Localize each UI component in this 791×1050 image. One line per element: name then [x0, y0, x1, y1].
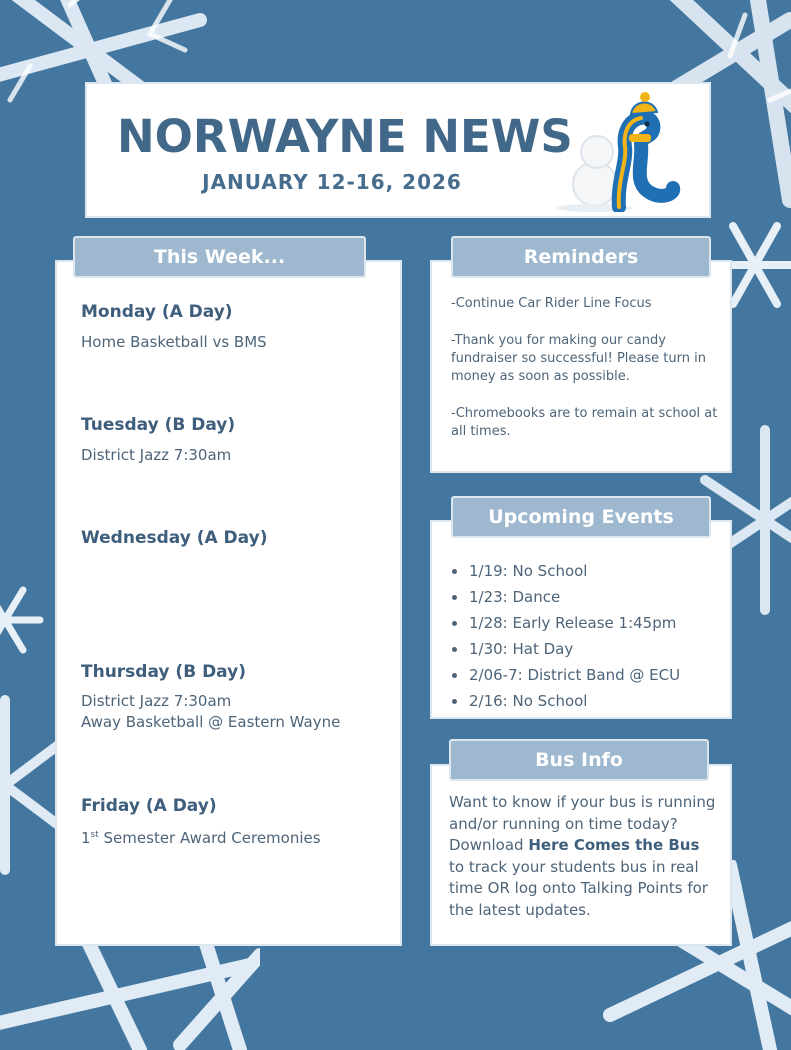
this-week-panel [55, 260, 402, 946]
event-item: 2/06-7: District Band @ ECU [450, 662, 680, 688]
reminder-item: -Chromebooks are to remain at school at all times. [451, 406, 718, 439]
reminder-item: -Continue Car Rider Line Focus [451, 296, 652, 311]
day-heading-wednesday: Wednesday (A Day) [81, 528, 268, 548]
page-title: NORWAYNE NEWS [117, 110, 573, 163]
date-range: JANUARY 12-16, 2026 [202, 170, 462, 194]
friday-text: Semester Award Ceremonies [98, 829, 321, 847]
bus-app-name: Here Comes the Bus [528, 836, 700, 854]
reminders-tab: Reminders [451, 236, 711, 278]
day-item-tuesday: District Jazz 7:30am [81, 446, 232, 464]
events-list [450, 558, 680, 714]
upcoming-events-panel [430, 520, 732, 719]
bus-pre: Download [449, 836, 529, 854]
bus-post: to track your students bus in real time OR log onto Talking Points for the latest updates. [449, 857, 708, 919]
bus-intro: Want to know if your bus is running and/or running on time today? [449, 793, 716, 833]
event-item: 2/16: No School [450, 688, 680, 714]
bus-info-panel [430, 764, 732, 946]
event-item: 1/19: No School [450, 558, 680, 584]
friday-number: 1 [81, 829, 91, 847]
friday-ordinal: st [90, 830, 99, 840]
event-item: 1/23: Dance [450, 584, 680, 610]
day-item-friday [81, 825, 321, 849]
upcoming-events-tab: Upcoming Events [451, 496, 711, 538]
newsletter-header [85, 82, 711, 218]
day-item-thursday-1: District Jazz 7:30am [81, 692, 232, 710]
day-item-monday: Home Basketball vs BMS [81, 333, 267, 351]
this-week-tab: This Week... [73, 236, 366, 278]
day-heading-monday: Monday (A Day) [81, 302, 233, 322]
mascot-snowman-icon [557, 92, 697, 212]
snowflake-decoration-left-mid [0, 580, 50, 660]
event-item: 1/30: Hat Day [450, 636, 680, 662]
reminder-item: -Thank you for making our candy fundraiser so successful! Please turn in money as soon as possible. [451, 333, 706, 384]
bus-info-tab: Bus Info [449, 739, 709, 781]
day-heading-thursday: Thursday (B Day) [81, 662, 246, 682]
day-heading-friday: Friday (A Day) [81, 796, 217, 816]
reminders-panel [430, 260, 732, 473]
bus-info-text [449, 792, 719, 921]
day-item-thursday-2: Away Basketball @ Eastern Wayne [81, 713, 341, 731]
event-item: 1/28: Early Release 1:45pm [450, 610, 680, 636]
day-heading-tuesday: Tuesday (B Day) [81, 415, 236, 435]
